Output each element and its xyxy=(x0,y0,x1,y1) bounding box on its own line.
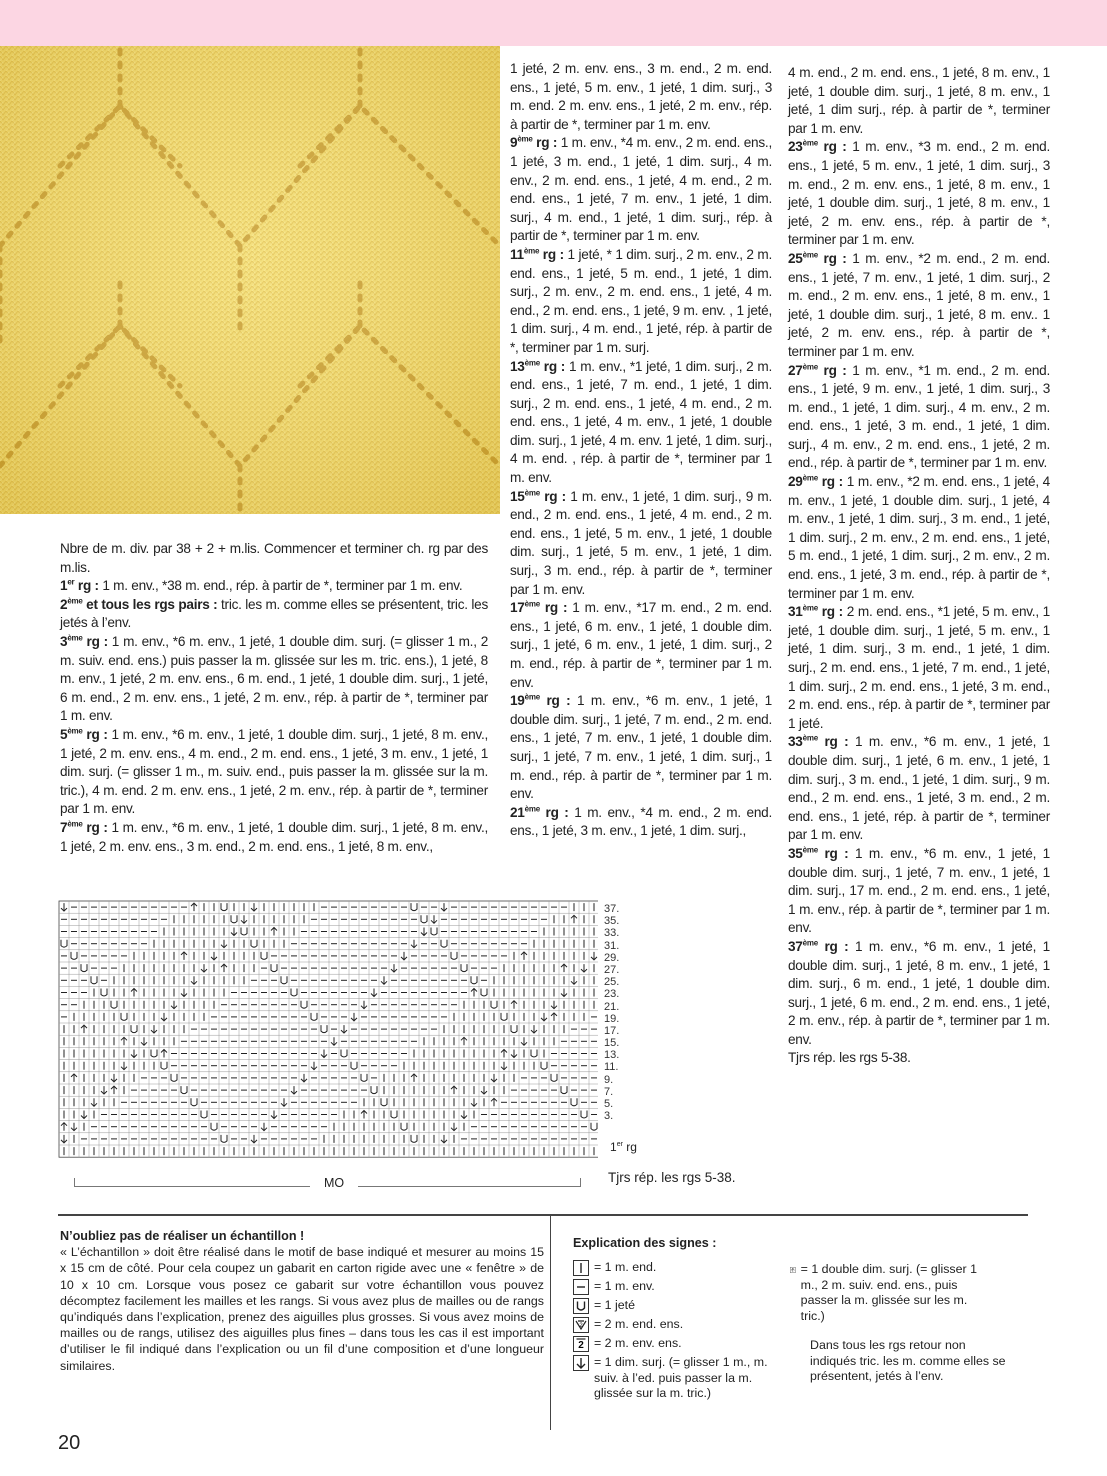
instruction-paragraph: 23ème rg : 1 m. env., *3 m. end., 2 m. end. ens., 1 jeté, 5 m. env., 1 jeté, 1 dim. surj., 3 m. end., 2 m. env. ens., 1 jeté, 8 m. env., 1 jeté, 1 double dim. surj., 1 jeté, 8 m. env., 1 jeté, 2 m. env. ens., rép. à partir de *, terminer par 1 m. env. xyxy=(788,138,1050,248)
knit-symbol-icon xyxy=(573,1260,589,1276)
slip-decrease-symbol-icon xyxy=(573,1355,589,1371)
chart-row-number: 33. xyxy=(604,927,620,940)
chart-row-number: 21. xyxy=(604,1000,620,1013)
instruction-paragraph: 33ème rg : 1 m. env., *6 m. env., 1 jeté, 1 double dim. surj., 1 jeté, 6 m. env., 1 jeté, 1 dim. surj., 3 m. end., 1 jeté, 1 dim. surj., 9 m. end., 2 m. end. ens., 1 jeté, 3 m. end., 2 m. end. ens., 1 jeté, rép. à partir de *, terminer par 1 m. env. xyxy=(788,733,1050,843)
instruction-paragraph: 21ème rg : 1 m. env., *4 m. end., 2 m. end. ens., 1 jeté, 3 m. env., 1 jeté, 1 dim. surj., xyxy=(510,804,772,839)
row-heading: 9ème rg : xyxy=(510,134,558,151)
chart-row-number: 19. xyxy=(604,1012,620,1025)
legend-item xyxy=(573,1260,784,1276)
first-row-label: 1er rg xyxy=(610,1140,637,1154)
row-heading: 3ème rg : xyxy=(60,633,108,649)
instructions-column-1 xyxy=(60,540,488,856)
row-heading: 35ème rg : xyxy=(788,845,849,861)
yarn-over-symbol-icon xyxy=(573,1298,589,1314)
legend-text: = 2 m. env. ens. xyxy=(594,1336,682,1350)
instruction-paragraph: 4 m. end., 2 m. end. ens., 1 jeté, 8 m. env., 1 jeté, 1 double dim. surj., 1 jeté, 8 m. env., 1 jeté, 1 dim surj., rép. à partir de *, terminer par 1 m. env. xyxy=(788,65,1050,136)
svg-text:2: 2 xyxy=(578,1340,584,1351)
chart-row-number: 23. xyxy=(604,988,620,1001)
legend-item xyxy=(573,1317,784,1333)
legend-text: = 1 dim. surj. (= glisser 1 m., m. suiv. à l’ed. puis passer la m. glissée sur la m. tric.) xyxy=(594,1355,768,1400)
instruction-paragraph: 27ème rg : 1 m. env., *1 m. end., 2 m. end. ens., 1 jeté, 9 m. env., 1 jeté, 1 dim. surj., 3 m. end., 1 jeté, 1 dim. surj., 4 m. env., 2 m. end. ens., 1 jeté, 3 m. end., 1 jeté, 1 dim. surj., 4 m. env., 2 m. end. ens., 1 jeté, 2 m. end., rép. à partir de *, terminer par 1 m. env. xyxy=(788,361,1050,471)
instruction-paragraph: 31ème rg : 2 m. end. ens., *1 jeté, 5 m. env., 1 jeté, 1 double dim. surj., 1 jeté, 5 m. env., 1 jeté, 1 dim. surj., 3 m. end., 1 jeté, 1 dim. surj., 2 m. end. ens., 1 jeté, 7 m. end., 1 jeté, 1 dim. surj., 2 m. end. ens., 1 jeté, 3 m. end., 2 m. end. ens., rép. à partir de *, terminer par 1 jeté. xyxy=(788,603,1050,731)
row-heading: 7ème rg : xyxy=(60,819,108,835)
chart-row-number: 29. xyxy=(604,951,620,964)
symbol-legend-right xyxy=(790,1262,990,1324)
chart-row-number: 3. xyxy=(604,1110,614,1123)
section-divider xyxy=(58,1214,1028,1216)
instruction-paragraph: 11ème rg : 1 jeté, * 1 dim. surj., 2 m. env., 2 m. end. ens., 1 jeté, 5 m. end., 1 jeté, 1 dim. surj., 2 m. env., 2 m. end. ens., 1 jeté, 4 m. end., 2 m. end. ens., 1 jeté, 9 m. env. , 1 jeté, 1 dim. surj., 4 m. end., 1 jeté, rép. à partir de *, terminer par 1 m. surj. xyxy=(510,246,772,355)
instruction-paragraph: 1er rg : 1 m. env., *38 m. end., rép. à partir de *, terminer par 1 m. env. xyxy=(60,577,463,594)
top-color-band xyxy=(0,0,1107,46)
chart-row-number: 37. xyxy=(604,903,620,915)
legend-text: = 2 m. end. ens. xyxy=(594,1317,684,1331)
instruction-paragraph: 19ème rg : 1 m. env., *6 m. env., 1 jeté, 1 double dim. surj., 1 jeté, 7 m. end., 2 m. end. ens., 1 jeté, 7 m. env., 1 jeté, 1 double dim. surj., 1 jeté, 7 m. env., 1 jeté, 1 dim. surj., 1 m. end., rép. à partir de *, terminer par 1 m. env. xyxy=(510,692,772,802)
instruction-paragraph: 7ème rg : 1 m. env., *6 m. env., 1 jeté, 1 double dim. surj., 1 jeté, 8 m. env., 1 jeté, 2 m. env. ens., 3 m. end., 2 m. end. ens., 1 jeté, 8 m. env., xyxy=(60,819,488,854)
gauge-swatch-note xyxy=(60,1228,544,1374)
cast-on-label: MO xyxy=(310,1176,358,1190)
instruction-paragraph: 5ème rg : 1 m. env., *6 m. env., 1 jeté, 1 double dim. surj., 1 jeté, 8 m. env., 1 jeté, 2 m. env. ens., 4 m. end., 2 m. end. ens., 1 jeté, 3 m. env., 1 jeté, 1 dim. surj. (= glisser 1 m., m. suiv. end., puis passer la m. glissée sur la m. tric.), 4 m. end. 2 m. env. ens., 1 jeté, 2 m. env., rép. à partir de *, terminer par 1 m. env. xyxy=(60,726,488,817)
instruction-paragraph: 35ème rg : 1 m. env., *6 m. env., 1 jeté, 1 double dim. surj., 1 jeté, 7 m. env., 1 jeté, 1 dim. surj., 17 m. end., 2 m. end. ens., 1 jeté, 1 m. env., rép. à partir de *, terminer par 1 m. env. xyxy=(788,845,1050,936)
instruction-paragraph: 17ème rg : 1 m. env., *17 m. end., 2 m. end. ens., 1 jeté, 6 m. env., 1 jeté, 1 double dim. surj., 1 jeté, 6 m. env., 1 jeté, 1 dim. surj., 2 m. end., rép. à partir de *, terminer par 1 m. env. xyxy=(510,599,772,690)
instructions-column-3 xyxy=(788,64,1050,1068)
row-heading: 13ème rg : xyxy=(510,357,566,374)
row-heading: 2ème et tous les rgs pairs : xyxy=(60,596,218,612)
row-heading: 11ème rg : xyxy=(510,246,564,262)
chart-row-number: 27. xyxy=(604,963,620,976)
instruction-paragraph: 37ème rg : 1 m. env., *6 m. env., 1 jeté, 1 double dim. surj., 1 jeté, 8 m. env., 1 jeté, 1 dim. surj., 6 m. end., 1 jeté, 1 double dim. surj., 1 jeté, 6 m. end., 2 m. end. ens., 1 jeté, 2 m. env., rép. à partir de *, terminer par 1 m. env. xyxy=(788,938,1050,1047)
instruction-paragraph: 13ème rg : 1 m. env., *1 jeté, 1 dim. surj., 2 m. end. ens., 1 jeté, 7 m. end., 1 jeté, 1 dim. surj., 2 m. end. ens., 1 jeté, 4 m. end., 2 m. end. ens., 1 jeté, 4 m. env., 1 jeté, 1 double dim. surj., 1 jeté, 4 m. env. 1 jeté, 1 dim. surj., 4 m. end. , rép. à partir de *, terminer par 1 m. env. xyxy=(510,357,772,486)
legend-text: = 1 m. end. xyxy=(594,1260,657,1274)
instruction-paragraph: Tjrs rép. les rgs 5-38. xyxy=(788,1050,911,1066)
gauge-body: « L’échantillon » doit être réalisé dans le motif de base indiqué et mesurer au moins 15 x 15 cm de côté. Pour cela coupez un gabarit en carton rigide avec une « fenêtre » de 10 x 10 cm. Lorsque vous posez ce gabarit sur votre échantillon vous pouvez décomptez facilement les mailles et les rangs. Si vous avez plus de mailles ou de rangs qu’indiqués dans l’explication, prenez des aiguilles plus grosses. Si vous avez moins de mailles ou de rangs, utilisez des aiguilles plus fines – dans tous les cas il est important d’utiliser le fil indiqué dans l’explication ou un fil d’une composition et d’une longueur similaires. xyxy=(60,1245,544,1373)
chart-row-number: 5. xyxy=(604,1098,614,1110)
instruction-paragraph: 1 jeté, 2 m. env. ens., 3 m. end., 2 m. end. ens., 1 jeté, 5 m. env., 1 jeté, 1 dim. surj., 3 m. end. 2 m. env. ens., 1 jeté, 2 m. env., rép. à partir de *, terminer par 1 m. env. xyxy=(510,61,772,132)
chart-row-number: 15. xyxy=(604,1037,620,1050)
instruction-paragraph: 15ème rg : 1 m. env., 1 jeté, 1 dim. surj., 9 m. end., 2 m. end. ens., 1 jeté, 4 m. end., 2 m. end. ens., 1 jeté, 5 m. env., 1 jeté, 1 double dim. surj., 1 jeté, 5 m. env., 1 jeté, 1 dim. surj., 3 m. end., rép. à partir de *, terminer par 1 m. env. xyxy=(510,488,772,597)
chart-row-number: 35. xyxy=(604,915,620,928)
legend-text: = 1 double dim. surj. (= glisser 1 m., 2 m. suiv. end. ens., puis passer la m. glissée sur les m. tric.) xyxy=(800,1262,977,1323)
row-heading: 33ème rg : xyxy=(788,733,849,750)
row-heading: 1er rg : xyxy=(60,577,99,594)
chart-row-number: 31. xyxy=(604,939,620,952)
chart-repeat-note: Tjrs rép. les rgs 5-38. xyxy=(608,1170,736,1185)
chart-row-number: 7. xyxy=(604,1085,614,1098)
purl-symbol-icon xyxy=(573,1279,589,1295)
symbol-legend xyxy=(573,1260,784,1405)
knitting-chart xyxy=(58,900,598,1163)
purl-two-together-symbol-icon xyxy=(573,1336,589,1352)
legend-note: Dans tous les rgs retour non indiqués tric. les m. comme elles se présentent, jetés à l’env. xyxy=(810,1338,1006,1383)
column-divider xyxy=(550,1216,551,1430)
legend-text: = 1 m. env. xyxy=(594,1279,655,1293)
legend-item xyxy=(573,1355,784,1402)
double-decrease-symbol-icon xyxy=(790,1262,796,1278)
row-heading: 31ème rg : xyxy=(788,603,843,620)
row-heading: 37ème rg : xyxy=(788,938,849,954)
row-heading: 25ème rg : xyxy=(788,250,847,266)
chart-row-number: 9. xyxy=(604,1073,614,1086)
chart-row-number: 25. xyxy=(604,976,620,989)
row-heading: 19ème rg : xyxy=(510,692,571,709)
instruction-paragraph: 25ème rg : 1 m. env., *2 m. end., 2 m. end. ens., 1 jeté, 7 m. env., 1 jeté, 1 dim. surj., 2 m. end., 2 m. env. ens., 1 jeté, 8 m. env., 1 jeté, 1 double dim. surj., 1 jeté, 8 m. env.. 1 jeté, 2 m. env. ens., rép. à partir de *, terminer par 1 m. env. xyxy=(788,250,1050,359)
row-heading: 29ème rg : xyxy=(788,473,843,490)
instruction-paragraph: Nbre de m. div. par 38 + 2 + m.lis. Commencer et terminer ch. rg par des m.lis. xyxy=(60,541,488,575)
instruction-paragraph: 9ème rg : 1 m. env., *4 m. env., 2 m. end. ens., 1 jeté, 3 m. end., 1 jeté, 1 dim. surj., 4 m. env., 2 m. end. ens., 1 jeté, 4 m. end., 2 m. end. ens., 1 jeté, 7 m. env., 1 jeté, 1 dim. surj., 4 m. end., 1 jeté, 1 dim. surj., rép. à partir de *, terminer par 1 m. env. xyxy=(510,134,772,244)
instruction-paragraph: 29ème rg : 1 m. env., *2 m. end. ens., 1 jeté, 4 m. env., 1 jeté, 1 double dim. surj., 1 jeté, 4 m. env., 1 jeté, 1 dim. surj., 3 m. end., 1 jeté, 1 dim. surj., 2 m. env., 2 m. end. ens., 1 jeté, 5 m. end., 1 jeté, 1 dim. surj., 2 m. env., 2 m. end. ens., 1 jeté, 3 m. end., rép. à partir de *, terminer par 1 m. env. xyxy=(788,473,1050,601)
knit-two-together-symbol-icon xyxy=(573,1317,589,1333)
chart-row-number: 13. xyxy=(604,1049,620,1062)
row-heading: 23ème rg : xyxy=(788,138,847,155)
instruction-paragraph: 3ème rg : 1 m. env., *6 m. env., 1 jeté, 1 double dim. surj. (= glisser 1 m., 2 m. suiv. end. ens.) puis passer la m. glissée sur les m. tric. ens.), 1 jeté, 8 m. env., 1 jeté, 2 m. env. ens., 6 m. end., 1 jeté, 1 double dim. surj., 1 jeté, 6 m. end., 2 m. env. ens., 1 jeté, 2 m. env., rép. à partir de *, terminer par 1 m. env. xyxy=(60,633,488,724)
chart-row-number: 11. xyxy=(604,1061,619,1074)
page-number: 20 xyxy=(58,1432,81,1454)
legend-item xyxy=(573,1298,784,1314)
legend-item xyxy=(573,1336,784,1352)
row-heading: 5ème rg : xyxy=(60,726,108,742)
instructions-column-2 xyxy=(510,60,772,841)
chart-row-number: 17. xyxy=(604,1024,620,1037)
gauge-heading: N’oubliez pas de réaliser un échantillon ! xyxy=(60,1229,305,1243)
row-heading: 17ème rg : xyxy=(510,599,568,616)
svg-text:2: 2 xyxy=(579,1323,583,1329)
row-heading: 15ème rg : xyxy=(510,488,566,504)
legend-title: Explication des signes : xyxy=(573,1236,717,1250)
row-heading: 27ème rg : xyxy=(788,361,847,378)
row-heading: 21ème rg : xyxy=(510,804,569,820)
legend-text: = 1 jeté xyxy=(594,1298,635,1312)
knit-swatch-photo xyxy=(0,46,500,514)
legend-item xyxy=(573,1279,784,1295)
chart-row-labels xyxy=(604,903,619,1122)
instruction-paragraph: 2ème et tous les rgs pairs : tric. les m. comme elles se présentent, tric. les jetés à l’env. xyxy=(60,596,488,631)
